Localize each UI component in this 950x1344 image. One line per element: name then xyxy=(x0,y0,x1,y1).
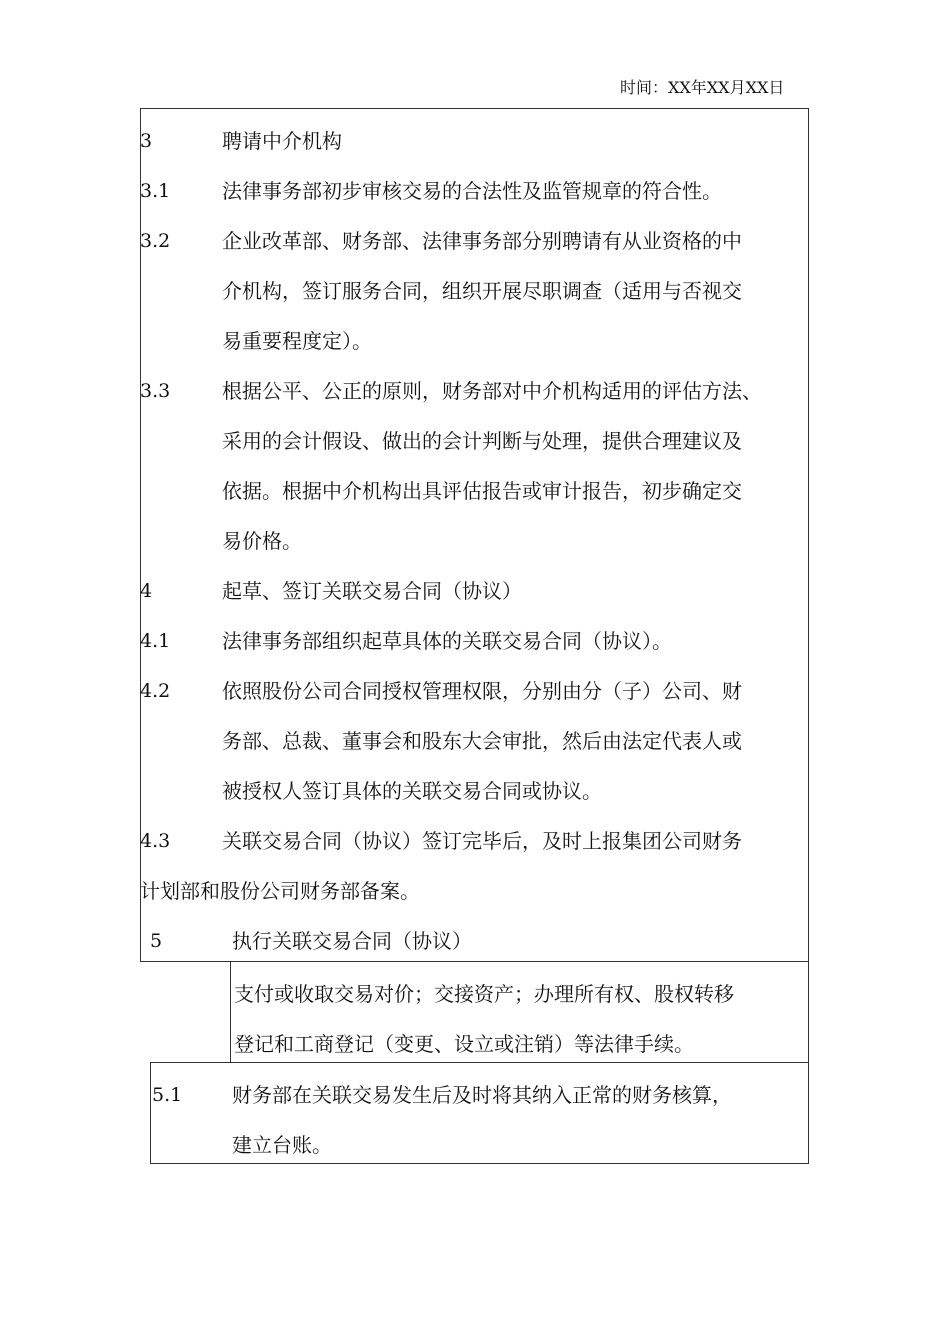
section-number: 4 xyxy=(140,580,153,602)
section-heading: 起草、签订关联交易合同（协议） xyxy=(222,579,522,603)
section-number: 4.3 xyxy=(140,830,171,852)
paragraph-line: 根据公平、公正的原则，财务部对中介机构适用的评估方法、 xyxy=(222,379,762,403)
paragraph-line: 关联交易合同（协议）签订完毕后，及时上报集团公司财务 xyxy=(222,829,742,853)
paragraph-line: 财务部在关联交易发生后及时将其纳入正常的财务核算， xyxy=(232,1083,732,1107)
paragraph-line: 易重要程度定）。 xyxy=(222,329,372,353)
section-number: 5.1 xyxy=(152,1084,183,1106)
paragraph-line: 法律事务部初步审核交易的合法性及监管规章的符合性。 xyxy=(222,179,722,203)
paragraph-line: 法律事务部组织起草具体的关联交易合同（协议）。 xyxy=(222,629,672,653)
paragraph-line: 登记和工商登记（变更、设立或注销）等法律手续。 xyxy=(234,1032,694,1056)
paragraph-line: 支付或收取交易对价；交接资产；办理所有权、股权转移 xyxy=(234,982,734,1006)
paragraph-line: 依据。根据中介机构出具评估报告或审计报告，初步确定交 xyxy=(222,479,742,503)
paragraph-line: 依照股份公司合同授权管理权限，分别由分（子）公司、财 xyxy=(222,679,742,703)
section-number: 4.2 xyxy=(140,680,171,702)
section-number: 3.2 xyxy=(140,230,171,252)
date-label: 时间：XX年XX月XX日 xyxy=(620,78,785,97)
section-number: 4.1 xyxy=(140,630,171,652)
paragraph-line: 被授权人签订具体的关联交易合同或协议。 xyxy=(222,779,602,803)
section-number: 5 xyxy=(150,930,163,952)
paragraph-line: 介机构，签订服务合同，组织开展尽职调查（适用与否视交 xyxy=(222,279,742,303)
paragraph-line: 采用的会计假设、做出的会计判断与处理，提供合理建议及 xyxy=(222,429,742,453)
paragraph-continuation: 计划部和股份公司财务部备案。 xyxy=(140,879,420,903)
section-number: 3.3 xyxy=(140,380,171,402)
section-heading: 执行关联交易合同（协议） xyxy=(232,929,472,953)
paragraph-line: 易价格。 xyxy=(222,529,302,553)
paragraph-line: 企业改革部、财务部、法律事务部分别聘请有从业资格的中 xyxy=(222,229,742,253)
section-number: 3 xyxy=(140,130,153,152)
section-number: 3.1 xyxy=(140,180,171,202)
section-heading: 聘请中介机构 xyxy=(222,129,342,153)
paragraph-line: 建立台账。 xyxy=(232,1133,332,1157)
paragraph-line: 务部、总裁、董事会和股东大会审批，然后由法定代表人或 xyxy=(222,729,742,753)
